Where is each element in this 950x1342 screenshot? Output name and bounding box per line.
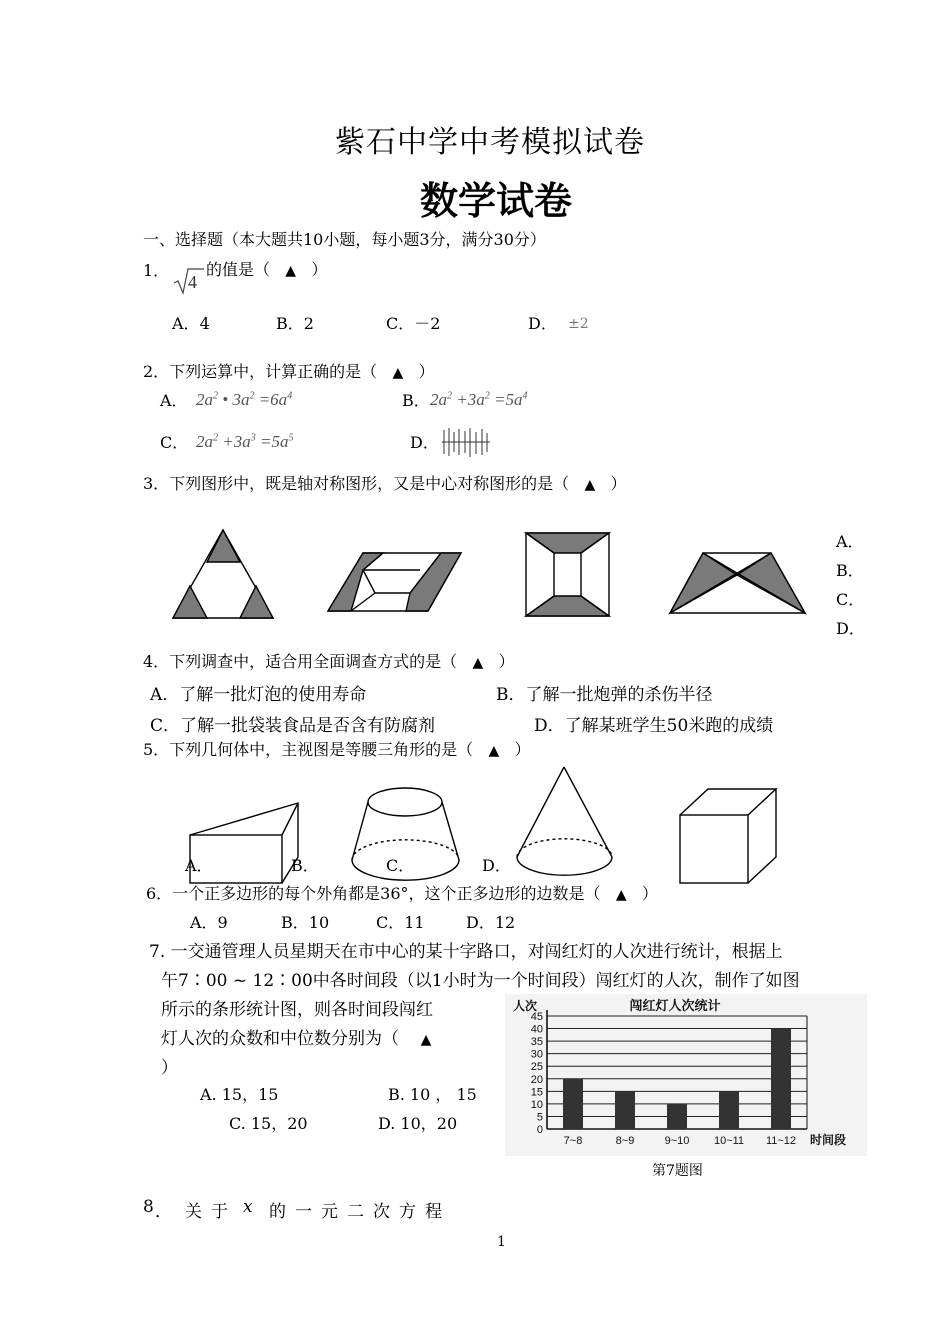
subject-title: 数学试卷 <box>420 179 573 223</box>
q5-label-d: D． <box>482 856 511 875</box>
q8-char: 二 <box>347 1202 364 1222</box>
page-number: 1 <box>497 1234 506 1250</box>
answer-mark: ▲ <box>285 263 297 279</box>
answer-mark: ▲ <box>584 477 596 493</box>
solid-cone <box>517 767 612 875</box>
q2-option-b-expr: $2a^2 +3a^2 =5a^4$ <box>430 390 528 409</box>
q3-stem: 3．下列图形中，既是轴对称图形，又是中心对称图形的是（ ▲ ） <box>143 474 627 493</box>
q7-line5: ） <box>161 1058 178 1078</box>
bar <box>563 1079 583 1129</box>
bar <box>615 1091 635 1129</box>
q7-option-a: A. 15，15 <box>200 1085 279 1104</box>
x-tick-label: 9~10 <box>664 1135 690 1147</box>
q2-stem: 2．下列运算中，计算正确的是（ ▲ ） <box>143 362 435 381</box>
q1-option-d-value: ±2 <box>568 316 589 332</box>
y-tick-label: 30 <box>530 1048 543 1061</box>
q2-option-a-label: A． <box>160 391 188 410</box>
q5-label-b: B． <box>291 856 319 875</box>
y-tick-label: 0 <box>536 1124 543 1136</box>
q6-option-a: A．9 <box>190 913 228 932</box>
bar <box>667 1104 687 1129</box>
bar <box>771 1029 791 1129</box>
y-axis-label: 人次 <box>513 999 538 1013</box>
q1-close: ） <box>311 260 328 279</box>
q5-label-c: C． <box>386 856 415 875</box>
q1-option-d: D． <box>528 314 557 333</box>
q1-option-b: B．2 <box>276 314 314 333</box>
bar-chart-panel <box>505 994 867 1156</box>
y-tick-label: 35 <box>530 1036 543 1049</box>
q3-label-c: C． <box>836 590 865 609</box>
figure-square <box>526 533 609 616</box>
q1-stem <box>143 258 169 281</box>
x-tick-label: 7~8 <box>563 1135 583 1147</box>
answer-mark: ▲ <box>615 887 627 903</box>
q2-option-c-expr: $2a^2 +3a^3 =5a^5$ <box>196 432 294 451</box>
q4-option-d: D．了解某班学生50米跑的成绩 <box>534 716 774 736</box>
y-tick-label: 20 <box>530 1073 543 1086</box>
q8-char: 一 <box>295 1202 312 1222</box>
q6-option-b: B．10 <box>281 913 330 932</box>
q2-option-c-label: C． <box>160 433 189 452</box>
x-tick-label: 10~11 <box>713 1135 745 1147</box>
y-tick-label: 10 <box>530 1098 543 1111</box>
q7-line4: 灯人次的众数和中位数分别为（ ▲ <box>161 1029 432 1049</box>
figure-trapezoid <box>670 553 805 613</box>
q3-label-b: B． <box>836 561 864 580</box>
q8-char: 的 <box>269 1202 286 1222</box>
x-tick-label: 11~12 <box>765 1135 797 1147</box>
q8-char: 8 <box>143 1197 154 1217</box>
bar <box>719 1091 739 1129</box>
q7-line1: 7. 一交通管理人员星期天在市中心的某十字路口，对闯红灯的人次进行统计，根据上 <box>149 942 783 962</box>
q4-option-c: C．了解一批袋装食品是否含有防腐剂 <box>150 716 436 736</box>
q5-label-a: A． <box>185 856 213 875</box>
q8-char: 于 <box>211 1202 228 1222</box>
y-tick-label: 5 <box>536 1111 543 1124</box>
q8-char: 程 <box>425 1202 442 1222</box>
school-title: 紫石中学中考模拟试卷 <box>335 125 645 160</box>
q3-label-a: A． <box>836 532 864 551</box>
q2-option-d-label: D． <box>410 433 439 452</box>
q2-option-b-label: B． <box>402 391 430 410</box>
q3-figures <box>165 525 815 625</box>
q3-label-d: D． <box>836 619 865 638</box>
q5-stem: 5．下列几何体中，主视图是等腰三角形的是（ ▲ ） <box>143 740 531 759</box>
q4-stem: 4．下列调查中，适合用全面调查方式的是（ ▲ ） <box>143 652 515 671</box>
q1-option-c: C．－2 <box>386 314 441 333</box>
y-tick-label: 15 <box>530 1086 543 1099</box>
q7-option-d: D. 10，20 <box>378 1114 458 1133</box>
q8-char: 元 <box>321 1202 338 1222</box>
figure-caption: 第7题图 <box>652 1163 703 1179</box>
y-tick-label: 25 <box>530 1061 543 1074</box>
q7-line2: 午7∶00 ~ 12∶00中各时间段（以1小时为一个时间段）闯红灯的人次，制作了如图 <box>161 971 800 991</box>
q8-char: ． <box>155 1202 172 1222</box>
q1-option-a: A．4 <box>172 314 210 333</box>
section-heading: 一、选择题（本大题共10小题，每小题3分，满分30分） <box>143 230 546 249</box>
q7-line3: 所示的条形统计图，则各时间段闯红 <box>161 1000 433 1020</box>
solid-cube <box>680 789 776 883</box>
y-tick-label: 45 <box>530 1011 543 1023</box>
q8-char: x <box>243 1197 253 1217</box>
q7-option-c: C. 15，20 <box>229 1114 308 1133</box>
chart-title: 闯红灯人次统计 <box>629 999 721 1014</box>
bar-chart <box>505 994 867 1156</box>
figure-triangle <box>173 530 273 618</box>
answer-mark: ▲ <box>420 1032 432 1048</box>
q7-option-b: B. 10 ， 15 <box>388 1085 477 1104</box>
q1-radicand: 4 <box>188 272 197 292</box>
q2-option-a-expr: $2a^2$ • $3a^2 =6a^4$ <box>196 390 293 409</box>
q4-option-b: B．了解一批炮弹的杀伤半径 <box>496 685 713 705</box>
q2-option-d-garbled-expr <box>440 424 492 460</box>
q1-text-body: 的值是（ <box>206 260 271 279</box>
q4-option-a: A．了解一批灯泡的使用寿命 <box>150 685 367 705</box>
q6-option-c: C．11 <box>376 913 425 932</box>
answer-mark: ▲ <box>472 655 484 671</box>
q8-char: 次 <box>373 1202 390 1222</box>
q8-char: 关 <box>185 1202 202 1222</box>
answer-mark: ▲ <box>488 743 500 759</box>
figure-parallelogram <box>328 553 461 611</box>
q8-char: 方 <box>399 1202 416 1222</box>
answer-mark: ▲ <box>392 365 404 381</box>
q1-text <box>206 257 327 280</box>
x-tick-label: 8~9 <box>615 1135 635 1147</box>
x-axis-label: 时间段 <box>810 1133 847 1147</box>
q1-number: 1． <box>143 261 170 280</box>
q6-stem: 6．一个正多边形的每个外角都是36°，这个正多边形的边数是（ ▲ ） <box>146 884 658 903</box>
q6-option-d: D．12 <box>466 913 516 932</box>
y-tick-label: 40 <box>530 1023 543 1036</box>
